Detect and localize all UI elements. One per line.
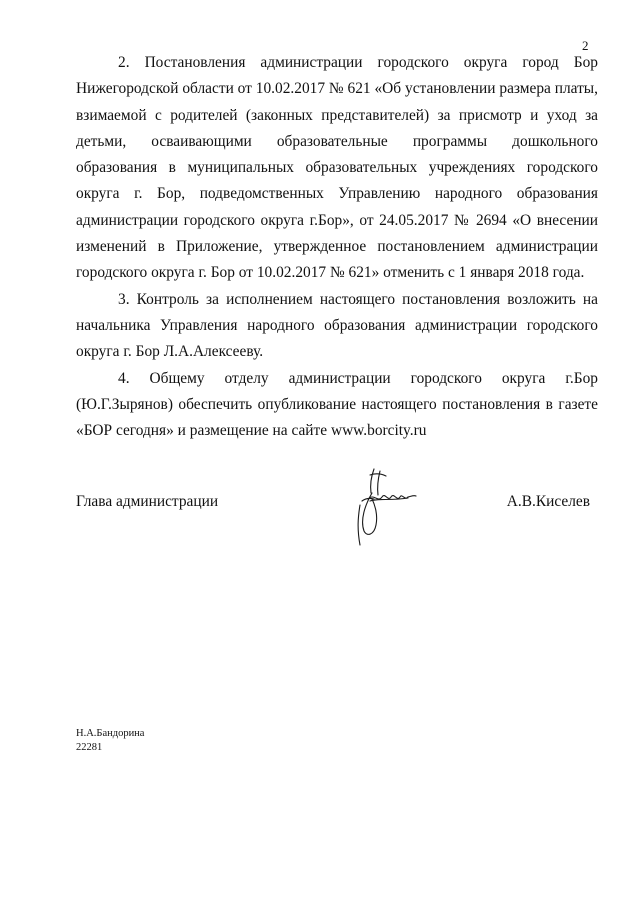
paragraph-3: 3. Контроль за исполнением настоящего постановления возложить на начальника Управления народного образования администрации городского округа г. Бор Л.А.Алексееву.	[76, 290, 598, 361]
page-number: 2	[582, 38, 589, 53]
signatory-name: А.В.Киселев	[506, 493, 590, 510]
paragraph-2: 2. Постановления администрации городского округа город Бор Нижегородской области от 10.02.2017 № 621 «Об установлении размера платы, взимаемой с родителей (законных представителей) за присмотр и уход за детьми, осваивающими образовательные программы дошкольного образования в муниципальных образовательных учреждениях городского округа г. Бор, подведомственных Управлению народного образования администрации городского округа г.Бор», от 24.05.2017 № 2694 «О внесении изменений в Приложение, утвержденное постановлением администрации городского округа г. Бор от 10.02.2017 № 621» отменить с 1 января 2018 года.	[76, 54, 598, 282]
paragraph-4: 4. Общему отделу администрации городского округа г.Бор (Ю.Г.Зырянов) обеспечить опубликование настоящего постановления в газете «БОР сегодня» и размещение на сайте www.borcity.ru	[76, 369, 598, 440]
handwritten-signature	[330, 465, 420, 550]
executor-name: Н.А.Бандорина	[76, 728, 145, 739]
document-body	[76, 50, 598, 444]
executor-phone: 22281	[76, 742, 103, 753]
executor-info	[76, 727, 144, 755]
signatory-position: Глава администрации	[76, 493, 219, 510]
